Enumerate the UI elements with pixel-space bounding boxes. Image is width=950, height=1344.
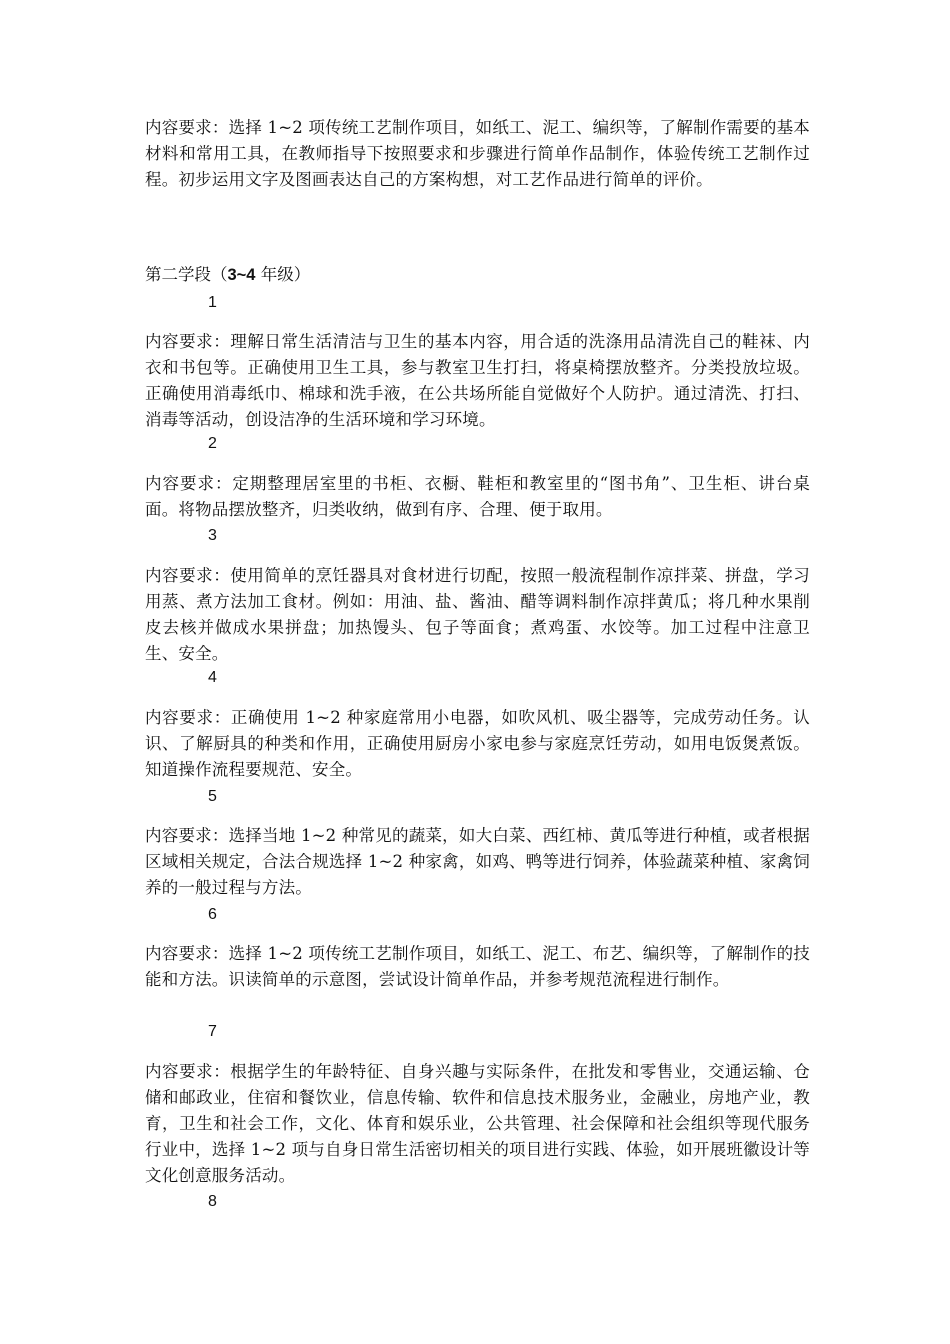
intro-paragraph: 内容要求：选择 1~2 项传统工艺制作项目，如纸工、泥工、编织等，了解制作需要的基本材料和常用工具，在教师指导下按照要求和步骤进行简单作品制作，体验传统工艺制作过程。初步运用文字及图画表达自己的方案构想，对工艺作品进行简单的评价。 [145,118,810,189]
item-number: 3 [208,527,217,544]
item-number: 1 [208,294,217,311]
item-paragraph: 内容要求：选择 1~2 项传统工艺制作项目，如纸工、泥工、布艺、编织等，了解制作的技能和方法。识读简单的示意图，尝试设计简单作品，并参考规范流程进行制作。 [145,944,810,989]
item-number: 6 [208,906,217,923]
item-paragraph: 内容要求：选择当地 1~2 种常见的蔬菜，如大白菜、西红柿、黄瓜等进行种植，或者根据区域相关规定，合法合规选择 1~2 种家禽，如鸡、鸭等进行饲养，体验蔬菜种植、家禽饲养的一般过程与方法。 [145,826,810,897]
item-paragraph: 内容要求：正确使用 1~2 种家庭常用小电器，如吹风机、吸尘器等，完成劳动任务。认识、了解厨具的种类和作用，正确使用厨房小家电参与家庭烹饪劳动，如用电饭煲煮饭。知道操作流程要规范、安全。 [145,708,810,779]
item-number: 2 [208,435,217,452]
item-paragraph: 内容要求：定期整理居室里的书柜、衣橱、鞋柜和教室里的“图书角”、卫生柜、讲台桌面。将物品摆放整齐，归类收纳，做到有序、合理、便于取用。 [145,474,810,519]
item-number: 7 [208,1023,217,1040]
stage-heading-range: 3~4 [227,266,256,284]
item-paragraph: 内容要求：根据学生的年龄特征、自身兴趣与实际条件，在批发和零售业，交通运输、仓储和邮政业，住宿和餐饮业，信息传输、软件和信息技术服务业，金融业，房地产业，教育，卫生和社会工作，文化、体育和娱乐业，公共管理、社会保障和社会组织等现代服务行业中，选择 1~2 项与自身日常生活密切相关的项目进行实践、体验，如开展班徽设计等文化创意服务活动。 [145,1062,810,1185]
stage-heading-suffix: 年级） [255,265,311,284]
item-paragraph: 内容要求：使用简单的烹饪器具对食材进行切配，按照一般流程制作凉拌菜、拼盘，学习用蒸、煮方法加工食材。例如：用油、盐、酱油、醋等调料制作凉拌黄瓜；将几种水果削皮去核并做成水果拼盘；加热馒头、包子等面食；煮鸡蛋、水饺等。加工过程中注意卫生、安全。 [145,566,810,663]
stage-heading-prefix: 第二学段（ [145,265,228,284]
item-number: 4 [208,669,217,686]
item-paragraph: 内容要求：理解日常生活清洁与卫生的基本内容，用合适的洗涤用品清洗自己的鞋袜、内衣和书包等。正确使用卫生工具，参与教室卫生打扫，将桌椅摆放整齐。分类投放垃圾。正确使用消毒纸巾、棉球和洗手液，在公共场所能自觉做好个人防护。通过清洗、打扫、消毒等活动，创设洁净的生活环境和学习环境。 [145,332,810,429]
stage-heading [145,262,310,288]
item-number: 5 [208,788,217,805]
item-number: 8 [208,1193,217,1210]
